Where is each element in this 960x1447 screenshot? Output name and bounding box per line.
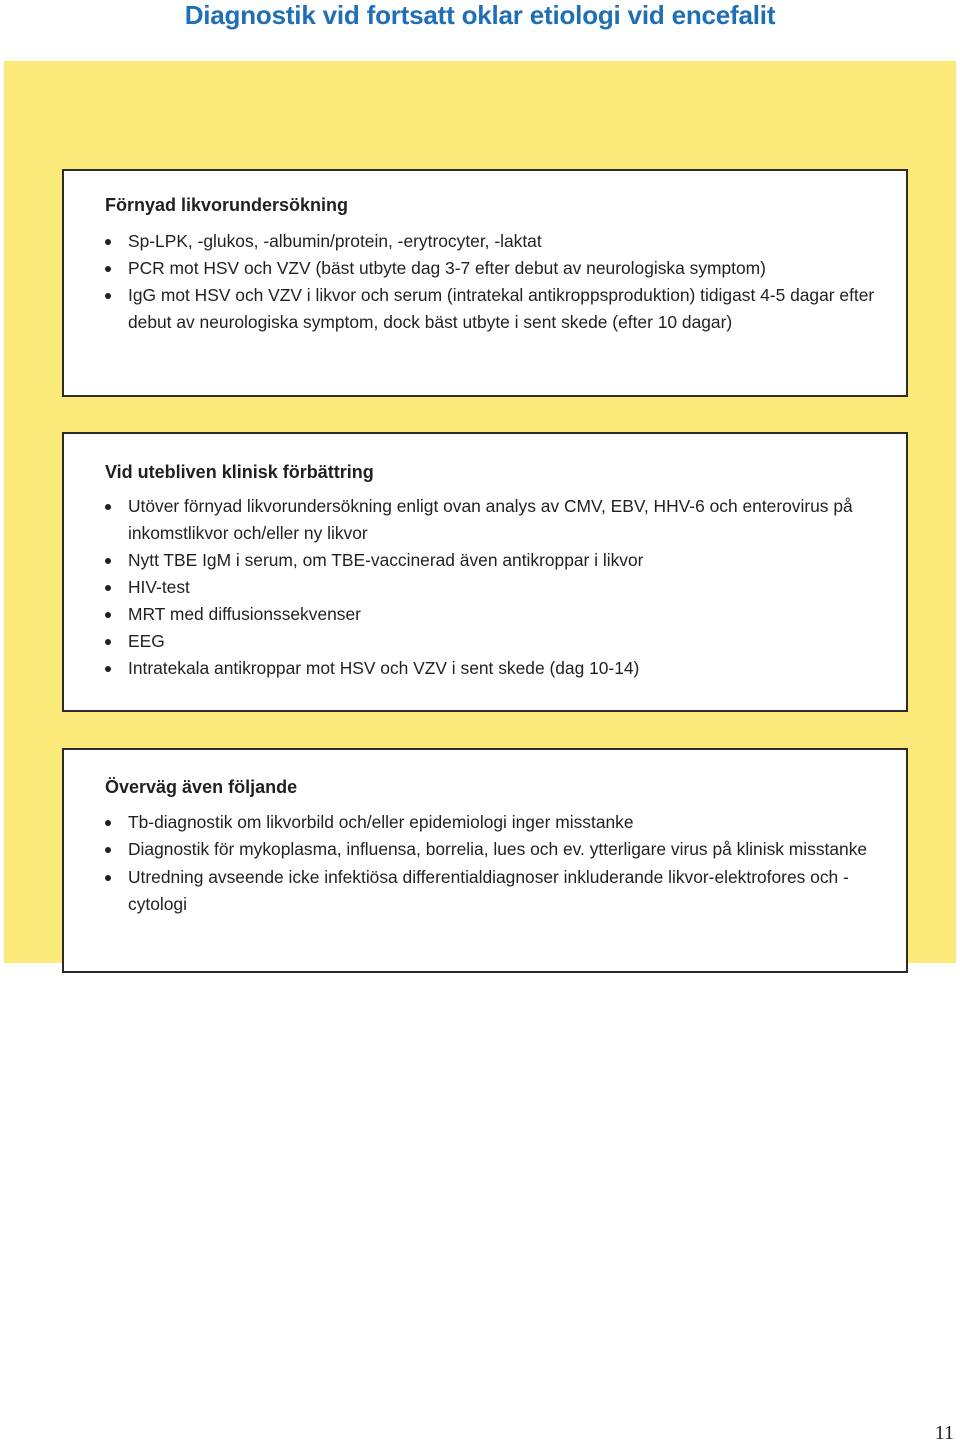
- list-item: [105, 836, 878, 863]
- bullet-icon: [105, 558, 111, 564]
- section-heading: Förnyad likvorundersökning: [105, 195, 349, 215]
- list-item-text: Utredning avseende icke infektiösa differentialdiagnoser inkluderande likvor-elektrofores och -cytologi: [128, 866, 849, 914]
- list-item: [105, 864, 878, 919]
- list-item: [105, 809, 878, 836]
- list-item: [105, 547, 878, 574]
- bullet-icon: [105, 293, 111, 299]
- bullet-icon: [105, 266, 111, 272]
- bullet-icon: [105, 666, 111, 672]
- list-item: [105, 282, 878, 336]
- list-item-text: EEG: [128, 631, 165, 651]
- list-item-text: Tb-diagnostik om likvorbild och/eller epidemiologi inger misstanke: [128, 812, 634, 832]
- list-item-text: HIV-test: [128, 577, 190, 597]
- section-box-no-improvement: [62, 432, 908, 712]
- section-box-consider-also: [62, 748, 908, 973]
- list-item: [105, 655, 878, 682]
- list-item: [105, 574, 878, 601]
- list-item-text: PCR mot HSV och VZV (bäst utbyte dag 3-7 efter debut av neurologiska symptom): [128, 258, 766, 278]
- list-item-text: Intratekala antikroppar mot HSV och VZV i sent skede (dag 10-14): [128, 658, 640, 678]
- bullet-icon: [105, 504, 111, 510]
- list-item: [105, 493, 878, 547]
- bullet-icon: [105, 847, 111, 853]
- bullet-list: [105, 493, 878, 682]
- bullet-icon: [105, 612, 111, 618]
- list-item-text: IgG mot HSV och VZV i likvor och serum (intratekal antikroppsproduktion) tidigast 4-5 dagar efter debut av neurologiska symptom, dock bäst utbyte i sent skede (efter 10 dagar): [128, 285, 875, 332]
- page-title: Diagnostik vid fortsatt oklar etiologi vid encefalit: [184, 0, 776, 30]
- highlight-panel: [4, 61, 956, 963]
- bullet-icon: [105, 585, 111, 591]
- list-item-text: Sp-LPK, -glukos, -albumin/protein, -erytrocyter, -laktat: [128, 231, 542, 251]
- bullet-icon: [105, 820, 111, 826]
- list-item: [105, 601, 878, 628]
- list-item: [105, 228, 878, 255]
- section-heading: Överväg även följande: [105, 777, 298, 797]
- list-item-text: Utöver förnyad likvorundersökning enligt ovan analys av CMV, EBV, HHV-6 och enterovirus på inkomstlikvor och/eller ny likvor: [128, 496, 853, 543]
- list-item-text: Nytt TBE IgM i serum, om TBE-vaccinerad även antikroppar i likvor: [128, 550, 644, 570]
- list-item-text: Diagnostik för mykoplasma, influensa, borrelia, lues och ev. ytterligare virus på klinisk misstanke: [128, 839, 868, 860]
- section-heading: Vid utebliven klinisk förbättring: [105, 462, 374, 482]
- page-number: 11: [934, 1422, 954, 1444]
- bullet-icon: [105, 875, 111, 881]
- bullet-icon: [105, 239, 111, 245]
- list-item-text: MRT med diffusionssekvenser: [128, 604, 361, 624]
- section-box-repeat-csf: [62, 169, 908, 397]
- bullet-list: [105, 228, 878, 336]
- bullet-icon: [105, 639, 111, 645]
- list-item: [105, 255, 878, 282]
- list-item: [105, 628, 878, 655]
- bullet-list: [105, 809, 878, 918]
